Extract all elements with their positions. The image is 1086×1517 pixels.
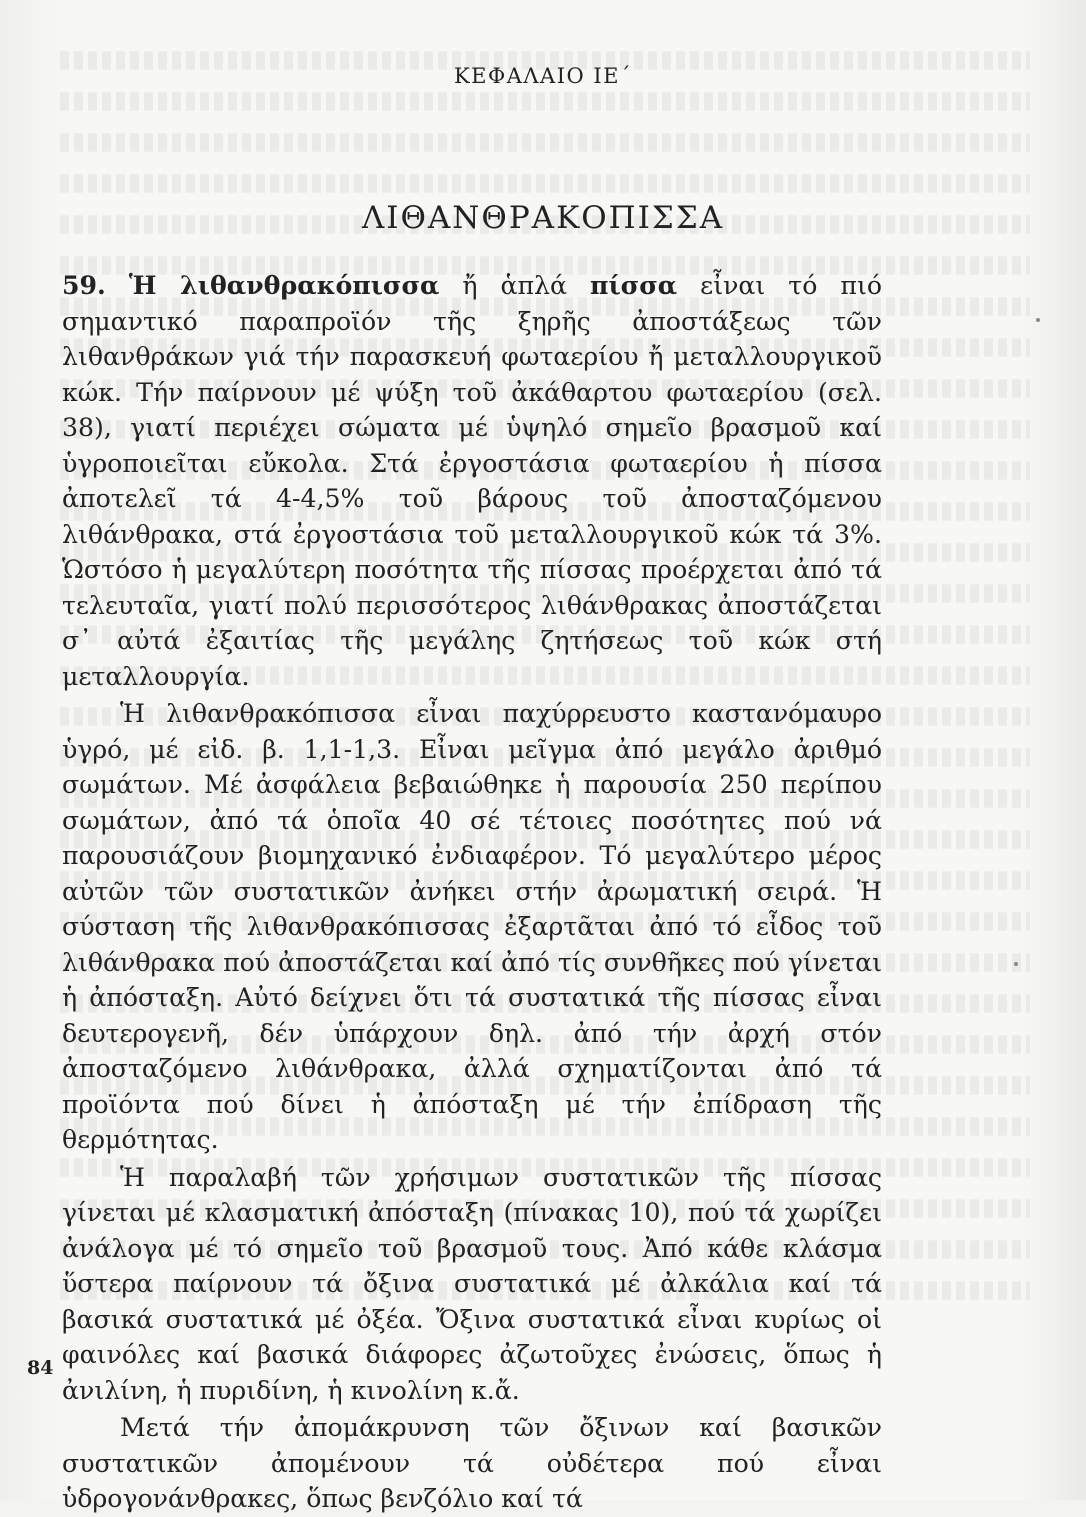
page-number: 84 bbox=[27, 1357, 54, 1379]
section-number: 59. bbox=[62, 270, 106, 300]
bold-term: πίσσα bbox=[590, 270, 678, 300]
paragraph-4: Μετά τήν ἀπομάκρυνση τῶν ὄξινων καί βασικῶν συστατικῶν ἀπομένουν τά οὐδέτερα πού εἶναι ὑδρογονάνθρακες, ὅπως βενζόλιο καί τά bbox=[62, 1413, 882, 1513]
lead-term: Ἡ λιθανθρακόπισσα bbox=[128, 270, 440, 300]
speck bbox=[1036, 318, 1040, 322]
paragraph-1-text-b: εἶναι τό πιό σημαντικό παραπροϊόν τῆς ξηρῆς ἀποστάξεως τῶν λιθανθράκων γιά τήν παρασκευή φωταερίου ἤ μεταλλουργικοῦ κώκ. Τήν παίρνουν μέ ψύξη τοῦ ἀκάθαρτου φωταερίου (σελ. 38), γιατί περιέχει σώματα μέ ὑψηλό σημεῖο βρασμοῦ καί ὑγροποιεῖται εὔκολα. Στά ἐργοστάσια φωταερίου ἡ πίσσα ἀποτελεῖ τά 4-4,5% τοῦ βάρους τοῦ ἀποσταζόμενου λιθάνθρακα, στά ἐργοστάσια τοῦ μεταλλουργικοῦ κώκ τά 3%. Ὡστόσο ἡ μεγαλύτερη ποσότητα τῆς πίσσας προέρχεται ἀπό τά τελευταῖα, γιατί πολύ περισσότερος λιθάνθρακας ἀποστάζεται σ᾿ αὐτά ἐξαιτίας τῆς μεγάλης ζητήσεως τοῦ κώκ στή μεταλλουργία. bbox=[62, 271, 882, 691]
paragraph-2: Ἡ λιθανθρακόπισσα εἶναι παχύρρευστο καστανόμαυρο ὑγρό, μέ εἰδ. β. 1,1-1,3. Εἶναι μεῖγμα ἀπό μεγάλο ἀριθμό σωμάτων. Μέ ἀσφάλεια βεβαιώθηκε ἡ παρουσία 250 περίπου σωμάτων, ἀπό τά ὁποῖα 40 σέ τέτοιες ποσότητες πού νά παρουσιάζουν βιομηχανικό ἐνδιαφέρον. Τό μεγαλύτερο μέρος αὐτῶν τῶν συστατικῶν ἀνήκει στήν ἀρωματική σειρά. Ἡ σύσταση τῆς λιθανθρακόπισσας ἐξαρτᾶται ἀπό τό εἶδος τοῦ λιθάνθρακα πού ἀποστάζεται καί ἀπό τίς συνθῆκες πού γίνεται ἡ ἀπόσταξη. Αὐτό δείχνει ὅτι τά συστατικά τῆς πίσσας εἶναι δευτερογενῆ, δέν ὑπάρχουν δηλ. ἀπό τήν ἀρχή στόν ἀποσταζόμενο λιθάνθρακα, ἀλλά σχηματίζονται ἀπό τά προϊόντα πού δίνει ἡ ἀπόσταξη μέ τήν ἐπίδραση τῆς θερμότητας. bbox=[62, 699, 882, 1154]
speck bbox=[1014, 962, 1018, 966]
paragraph-3: Ἡ παραλαβή τῶν χρήσιμων συστατικῶν τῆς πίσσας γίνεται μέ κλασματική ἀπόσταξη (πίνακας 10), πού τά χωρίζει ἀνάλογα μέ τό σημεῖο τοῦ βρασμοῦ τους. Ἀπό κάθε κλάσμα ὕστερα παίρνουν τά ὄξινα συστατικά μέ ἀλκάλια καί τά βασικά συστατικά μέ ὀξέα. Ὄξινα συστατικά εἶναι κυρίως οἱ φαινόλες καί βασικά διάφορες ἀζωτοῦχες ἐνώσεις, ὅπως ἡ ἀνιλίνη, ἡ πυριδίνη, ἡ κινολίνη κ.ἄ. bbox=[62, 1162, 882, 1405]
paragraph-1 bbox=[62, 268, 882, 694]
chapter-heading: ΚΕΦΑΛΑΙΟ ΙΕ΄ bbox=[453, 64, 633, 88]
body-text bbox=[62, 268, 882, 1517]
paragraph-1-text-a: ἤ ἁπλά bbox=[439, 271, 591, 300]
page-title: ΛΙΘΑΝΘΡΑΚΟΠΙΣΣΑ bbox=[361, 200, 725, 236]
